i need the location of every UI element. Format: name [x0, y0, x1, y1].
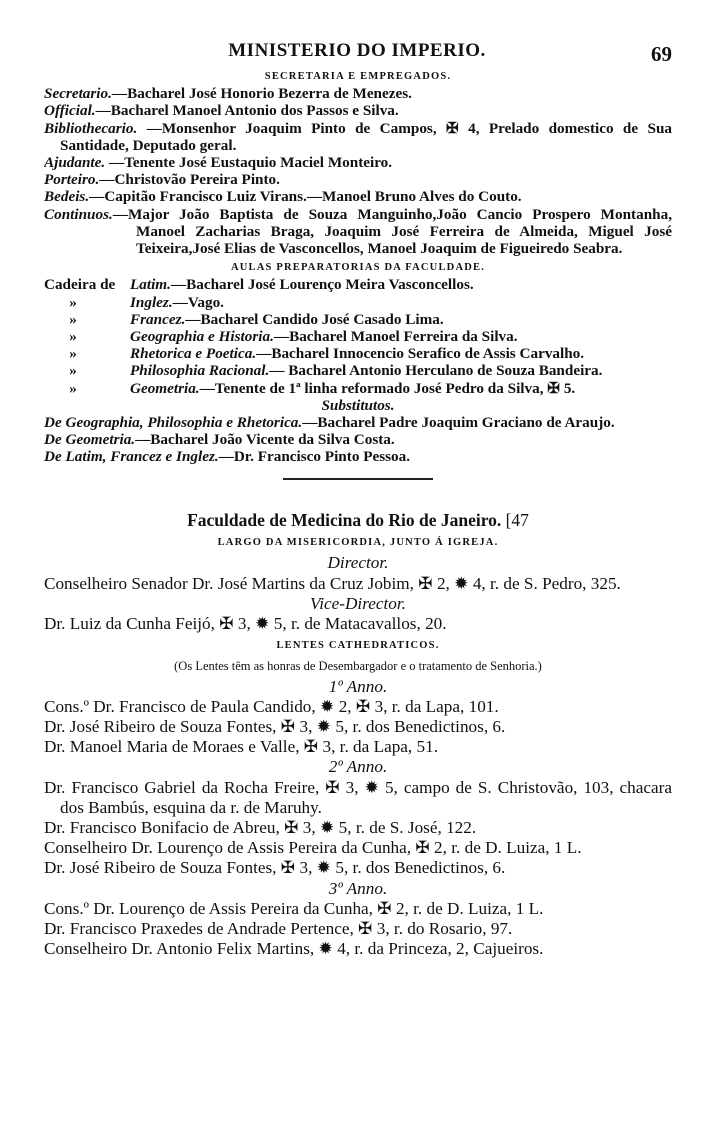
lente-entry: Cons.º Dr. Francisco de Paula Candido, ✹ 2, ✠ 3, r. da Lapa, 101.: [44, 696, 499, 716]
entry-continuos: [44, 206, 672, 258]
aula-teacher: —Bacharel Manoel Ferreira da Silva.: [273, 328, 518, 346]
ditto-mark: »: [69, 328, 77, 346]
page-number: 69: [651, 42, 672, 66]
faculdade-address: LARGO DA MISERICORDIA, JUNTO Á IGREJA.: [217, 537, 499, 549]
substituto-teacher: —Bacharel João Vicente da Silva Costa.: [135, 431, 395, 449]
lentes-note: (Os Lentes têm as honras de Desembargador e o tratamento de Senhoria.): [174, 659, 542, 674]
substituto-item: [44, 414, 672, 431]
substituto-subject: De Latim, Francez e Inglez.: [44, 448, 219, 466]
vice-director-heading: Vice-Director.: [310, 593, 406, 613]
aula-item: [44, 276, 672, 293]
aula-item: [44, 328, 672, 345]
aula-teacher: — Bacharel Antonio Herculano de Souza Bandeira.: [269, 362, 603, 380]
substituto-teacher: —Bacharel Padre Joaquim Graciano de Araujo.: [302, 414, 615, 432]
lente-entry: Conselheiro Dr. Antonio Felix Martins, ✹ 4, r. da Princeza, 2, Cajueiros.: [44, 939, 544, 959]
substituto-subject: De Geometria.: [44, 431, 136, 449]
section-divider: [283, 478, 433, 480]
aula-teacher: —Tenente de 1ª linha reformado José Pedro da Silva, ✠ 5.: [199, 379, 576, 397]
aula-subject: Geographia e Historia.: [130, 328, 274, 346]
entry-role: Porteiro.: [44, 171, 100, 189]
lente-entry: Dr. José Ribeiro de Souza Fontes, ✠ 3, ✹ 5, r. dos Benedictinos, 6.: [44, 717, 506, 737]
aula-teacher: —Bacharel José Lourenço Meira Vasconcellos.: [170, 276, 474, 294]
substituto-teacher: —Dr. Francisco Pinto Pessoa.: [218, 448, 411, 466]
lentes-heading: LENTES CATHEDRATICOS.: [276, 640, 440, 652]
director-heading: Director.: [327, 553, 389, 573]
aula-subject: Francez.: [130, 310, 186, 328]
entry-bibliothecario: [44, 120, 672, 154]
lente-entry: Cons.º Dr. Lourenço de Assis Pereira da Cunha, ✠ 2, r. de D. Luiza, 1 L.: [44, 898, 544, 918]
aula-item: [44, 380, 672, 397]
faculdade-title-line: [44, 510, 672, 531]
entry-ajudante: [44, 154, 672, 171]
ditto-mark: »: [69, 345, 77, 363]
entry-bedeis: [44, 188, 672, 205]
substituto-subject: De Geographia, Philosophia e Rhetorica.: [44, 414, 303, 432]
entry-role: Bedeis.: [44, 188, 90, 206]
entry-role: Official.: [44, 102, 96, 120]
entry-role: Secretario.: [44, 85, 112, 103]
faculdade-title: Faculdade de Medicina do Rio de Janeiro.: [187, 510, 502, 530]
lente-entry: Conselheiro Dr. Lourenço de Assis Pereira da Cunha, ✠ 2, r. de D. Luiza, 1 L.: [44, 838, 582, 858]
ditto-mark: »: [69, 310, 77, 328]
lente-entry: Dr. Francisco Bonifacio de Abreu, ✠ 3, ✹ 5, r. de S. José, 122.: [44, 818, 477, 838]
lente-entry: Dr. Francisco Praxedes de Andrade Pertence, ✠ 3, r. do Rosario, 97.: [44, 919, 513, 939]
entry-role: Ajudante.: [44, 154, 106, 172]
entry-text: —Tenente José Eustaquio Maciel Monteiro.: [105, 154, 393, 172]
faculdade-section: [44, 510, 672, 959]
entry-text: —Capitão Francisco Luiz Virans.—Manoel Bruno Alves do Couto.: [89, 188, 522, 206]
ditto-mark: »: [69, 362, 77, 380]
entry-secretario: [44, 85, 672, 102]
entry-text: —Bacharel Manoel Antonio dos Passos e Silva.: [95, 102, 399, 120]
entry-text: —Monsenhor Joaquim Pinto de Campos, ✠ 4, Prelado domestico de Sua Santidade, Deputado geral.: [60, 119, 672, 154]
aula-subject: Philosophia Racional.: [130, 362, 270, 380]
secretaria-heading: SECRETARIA E EMPREGADOS.: [264, 71, 452, 82]
entry-porteiro: [44, 171, 672, 188]
substitutos-heading: Substitutos.: [321, 396, 395, 414]
director-entry: Conselheiro Senador Dr. José Martins da Cruz Jobim, ✠ 2, ✹ 4, r. de S. Pedro, 325.: [44, 573, 621, 593]
lente-entry: Dr. Francisco Gabriel da Rocha Freire, ✠ 3, ✹ 5, campo de S. Christovão, 103, chacara dos Bambús, esquina da r. de Maruhy.: [44, 777, 672, 817]
aula-item: [44, 345, 672, 362]
substituto-item: [44, 448, 672, 465]
ditto-mark: »: [69, 379, 77, 397]
aula-subject: Inglez.: [130, 293, 173, 311]
aula-teacher: —Bacharel Innocencio Serafico de Assis Carvalho.: [256, 345, 585, 363]
aula-subject: Rhetorica e Poetica.: [130, 345, 257, 363]
entry-role: Bibliothecario.: [44, 119, 138, 137]
lente-entry: Dr. Manoel Maria de Moraes e Valle, ✠ 3, r. da Lapa, 51.: [44, 737, 439, 757]
entry-role: Continuos.: [44, 205, 113, 223]
aula-subject: Latim.: [130, 276, 171, 294]
aulas-heading: AULAS PREPARATORIAS DA FACULDADE.: [230, 262, 486, 274]
entry-text: —Major João Baptista de Souza Manguinho,João Cancio Prospero Montanha, Manoel Zacharias Braga, Joaquim José Ferreira de Almeida, Miguel José Teixeira,José Elias de Vasconcellos, Manoel Joaquim de Figueiredo Seabra.: [112, 205, 672, 258]
aula-item: [44, 311, 672, 328]
entry-text: —Bacharel José Honorio Bezerra de Menezes.: [111, 85, 412, 103]
entry-official: [44, 102, 672, 119]
faculdade-ref: [47: [505, 510, 529, 530]
entry-text: —Christovão Pereira Pinto.: [99, 171, 280, 189]
year-heading: 3º Anno.: [328, 878, 388, 898]
aula-teacher: —Bacharel Candido José Casado Lima.: [185, 310, 444, 328]
aula-item: [44, 362, 672, 379]
aula-subject: Geometria.: [130, 379, 200, 397]
year-heading: 2º Anno.: [328, 757, 388, 777]
vice-director-entry: Dr. Luiz da Cunha Feijó, ✠ 3, ✹ 5, r. de Matacavallos, 20.: [44, 614, 447, 634]
ditto-mark: »: [69, 293, 77, 311]
cadeira-label: Cadeira de: [44, 276, 116, 294]
secretaria-section: [44, 68, 672, 490]
year-heading: 1º Anno.: [328, 676, 388, 696]
aula-teacher: —Vago.: [172, 293, 224, 311]
substituto-item: [44, 431, 672, 448]
lente-entry: Dr. José Ribeiro de Souza Fontes, ✠ 3, ✹ 5, r. dos Benedictinos, 6.: [44, 858, 506, 878]
aula-item: [44, 294, 672, 311]
running-head: MINISTERIO DO IMPERIO.: [228, 40, 486, 61]
